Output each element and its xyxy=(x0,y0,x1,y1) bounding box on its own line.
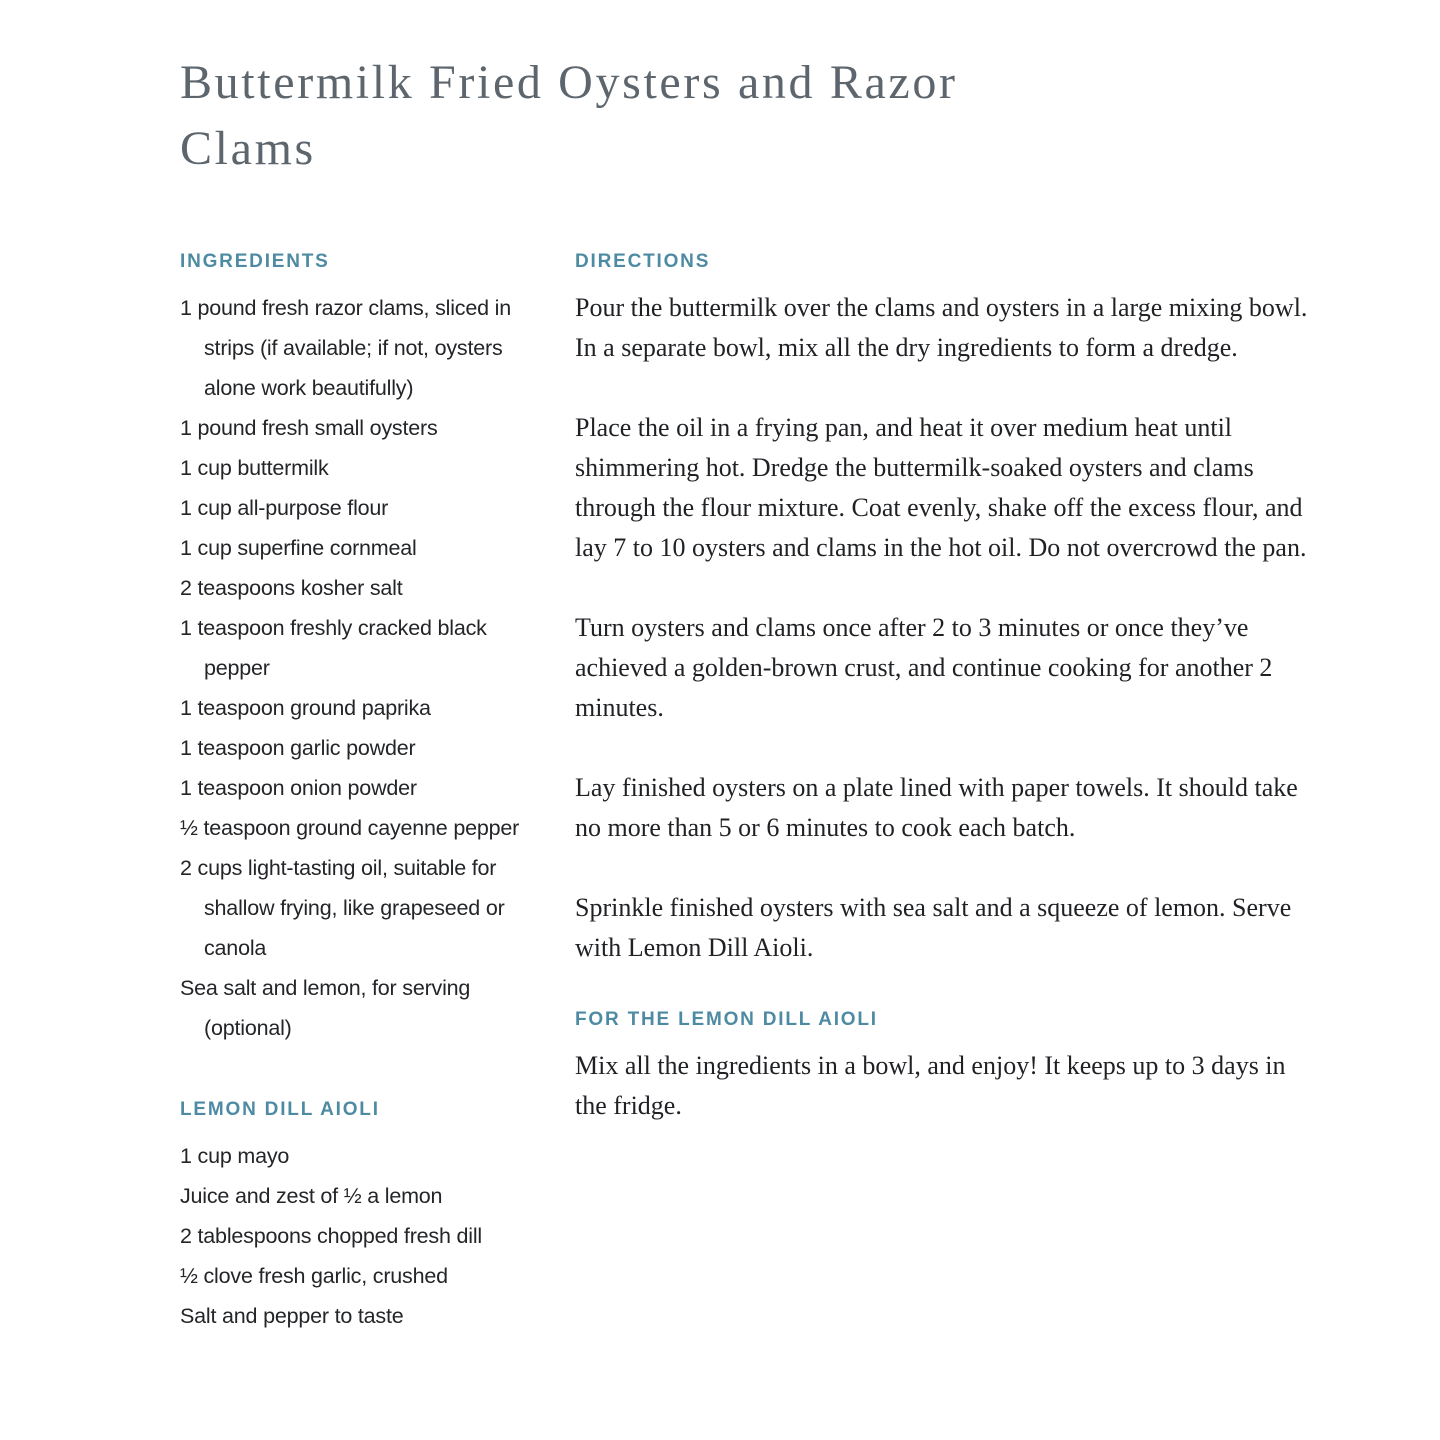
directions-paragraph: Pour the buttermilk over the clams and oysters in a large mixing bowl. In a separate bowl, mix all the dry ingredients to form a dredge. xyxy=(575,293,1308,362)
aioli-directions-paragraphs xyxy=(575,1046,1323,1126)
aioli-ingredient-item: Juice and zest of ½ a lemon xyxy=(180,1184,443,1208)
ingredient-item: 1 teaspoon freshly cracked black pepper xyxy=(180,616,487,680)
ingredient-item: 1 teaspoon ground paprika xyxy=(180,696,431,720)
ingredient-item: 1 pound fresh small oysters xyxy=(180,416,438,440)
aioli-directions-paragraph: Mix all the ingredients in a bowl, and enjoy! It keeps up to 3 days in the fridge. xyxy=(575,1051,1286,1120)
directions-paragraph: Place the oil in a frying pan, and heat it over medium heat until shimmering hot. Dredge the buttermilk-soaked oysters and clams through the flour mixture. Coat evenly, shake off the excess flour, and lay 7 to 10 oysters and clams in the hot oil. Do not overcrowd the pan. xyxy=(575,413,1307,562)
ingredient-item: 1 teaspoon onion powder xyxy=(180,776,417,800)
directions-paragraph: Sprinkle finished oysters with sea salt and a squeeze of lemon. Serve with Lemon Dill Aioli. xyxy=(575,893,1292,962)
aioli-ingredients-heading: LEMON DILL AIOLI xyxy=(180,1099,380,1120)
aioli-ingredient-item: ½ clove fresh garlic, crushed xyxy=(180,1264,448,1288)
ingredient-item: 1 teaspoon garlic powder xyxy=(180,736,416,760)
directions-paragraph: Lay finished oysters on a plate lined with paper towels. It should take no more than 5 or 6 minutes to cook each batch. xyxy=(575,773,1298,842)
ingredient-item: 1 pound fresh razor clams, sliced in strips (if available; if not, oysters alone work beautifully) xyxy=(180,296,511,400)
ingredient-item: Sea salt and lemon, for serving (optional) xyxy=(180,976,471,1040)
ingredient-item: 1 cup all-purpose flour xyxy=(180,496,389,520)
directions-paragraphs xyxy=(575,288,1323,968)
ingredient-item: ½ teaspoon ground cayenne pepper xyxy=(180,816,520,840)
ingredients-column xyxy=(180,250,530,1336)
directions-column xyxy=(575,250,1323,1166)
ingredient-item: 1 cup superfine cornmeal xyxy=(180,536,417,560)
aioli-ingredient-item: 2 tablespoons chopped fresh dill xyxy=(180,1224,482,1248)
ingredients-heading: INGREDIENTS xyxy=(180,251,330,272)
ingredient-item: 2 teaspoons kosher salt xyxy=(180,576,403,600)
ingredient-item: 1 cup buttermilk xyxy=(180,456,329,480)
directions-paragraph: Turn oysters and clams once after 2 to 3 minutes or once they’ve achieved a golden-brown crust, and continue cooking for another 2 minutes. xyxy=(575,613,1273,722)
directions-heading: DIRECTIONS xyxy=(575,251,711,272)
ingredient-item: 2 cups light-tasting oil, suitable for shallow frying, like grapeseed or canola xyxy=(180,856,505,960)
aioli-ingredient-item: Salt and pepper to taste xyxy=(180,1304,404,1328)
aioli-ingredient-item: 1 cup mayo xyxy=(180,1144,290,1168)
ingredients-list xyxy=(180,288,530,1048)
aioli-ingredients-list xyxy=(180,1136,530,1336)
aioli-directions-heading: FOR THE LEMON DILL AIOLI xyxy=(575,1009,878,1030)
recipe-title: Buttermilk Fried Oysters and Razor Clams xyxy=(180,56,958,175)
